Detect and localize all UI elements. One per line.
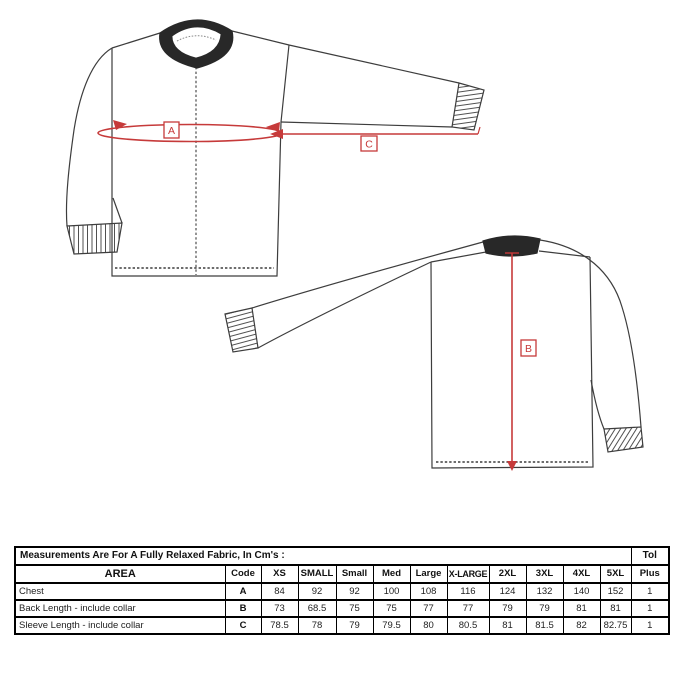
size-cell: 82.75 [600,617,631,634]
size-cell: 82 [563,617,600,634]
front-left-cuff [67,223,122,254]
size-cell: 78.5 [261,617,298,634]
size-cell: 92 [336,583,373,600]
front-right-sleeve-top [289,45,459,83]
tol-cell-value: 1 [631,600,669,617]
size-cell: 116 [447,583,489,600]
size-cell: 73 [261,600,298,617]
tol-cell-value: 1 [631,617,669,634]
size-cell: 81 [489,617,526,634]
sleeve-measure-end-tick [478,127,480,134]
col-header-large: Large [410,565,447,583]
size-cell: 75 [373,600,410,617]
garment-front-view [66,20,484,276]
size-cell: 81 [563,600,600,617]
size-cell: 68.5 [298,600,336,617]
col-header-5xl: 5XL [600,565,631,583]
front-body-outline [112,45,289,276]
col-header-xlarge: X-LARGE [447,565,489,583]
front-right-shoulder-seam [232,31,289,45]
measure-label-c: C [365,138,373,151]
table-row-chest [15,583,669,600]
col-header-plus: Plus [631,565,669,583]
code-cell: A [225,583,261,600]
col-header-small-caps: SMALL [298,565,336,583]
size-cell: 79 [489,600,526,617]
size-cell: 80 [410,617,447,634]
measure-chest [98,120,282,142]
back-left-sleeve-bottom [258,262,431,348]
measure-sleeve-length [270,127,480,151]
area-cell: Chest [15,583,225,600]
back-arrow-bottom-icon [507,461,517,471]
table-row-sleeve-length [15,617,669,634]
back-right-cuff [604,427,643,452]
code-cell: B [225,600,261,617]
chest-measure-ellipse [98,125,282,142]
back-right-shoulder-seam [539,251,590,257]
table-header-row [15,565,669,583]
size-cell: 140 [563,583,600,600]
size-cell: 77 [410,600,447,617]
front-left-sleeve-inner-edge [113,198,122,223]
size-cell: 124 [489,583,526,600]
garment-back-view [225,236,643,471]
back-left-cuff [225,308,258,352]
col-header-4xl: 4XL [563,565,600,583]
measure-back-length [505,253,536,471]
tol-cell-value: 1 [631,583,669,600]
size-cell: 81.5 [526,617,563,634]
area-cell: Back Length - include collar [15,600,225,617]
measure-label-a: A [167,125,176,137]
back-left-sleeve-top [252,242,483,308]
size-cell: 92 [298,583,336,600]
size-cell: 108 [410,583,447,600]
size-cell: 77 [447,600,489,617]
table-note: Measurements Are For A Fully Relaxed Fabric, In Cm's : [15,547,631,565]
size-cell: 132 [526,583,563,600]
front-left-shoulder-seam [112,33,160,48]
table-row-back-length [15,600,669,617]
size-cell: 100 [373,583,410,600]
code-cell: C [225,617,261,634]
col-header-area: AREA [15,565,225,583]
measure-label-b: B [524,343,533,355]
col-header-xs: XS [261,565,298,583]
size-cell: 152 [600,583,631,600]
size-cell: 79 [336,617,373,634]
col-header-code: Code [225,565,261,583]
size-cell: 75 [336,600,373,617]
table-note-row [15,547,669,565]
size-cell: 80.5 [447,617,489,634]
col-header-2xl: 2XL [489,565,526,583]
col-header-3xl: 3XL [526,565,563,583]
col-header-small: Small [336,565,373,583]
area-cell: Sleeve Length - include collar [15,617,225,634]
size-cell: 78 [298,617,336,634]
front-right-cuff [452,83,484,130]
size-cell: 79.5 [373,617,410,634]
front-right-sleeve-bottom [281,122,452,127]
size-cell: 81 [600,600,631,617]
chest-arrow-right-icon [266,122,280,132]
col-header-med: Med [373,565,410,583]
tol-header: Tol [631,547,669,565]
size-cell: 79 [526,600,563,617]
size-cell: 84 [261,583,298,600]
size-chart-table [14,546,670,635]
